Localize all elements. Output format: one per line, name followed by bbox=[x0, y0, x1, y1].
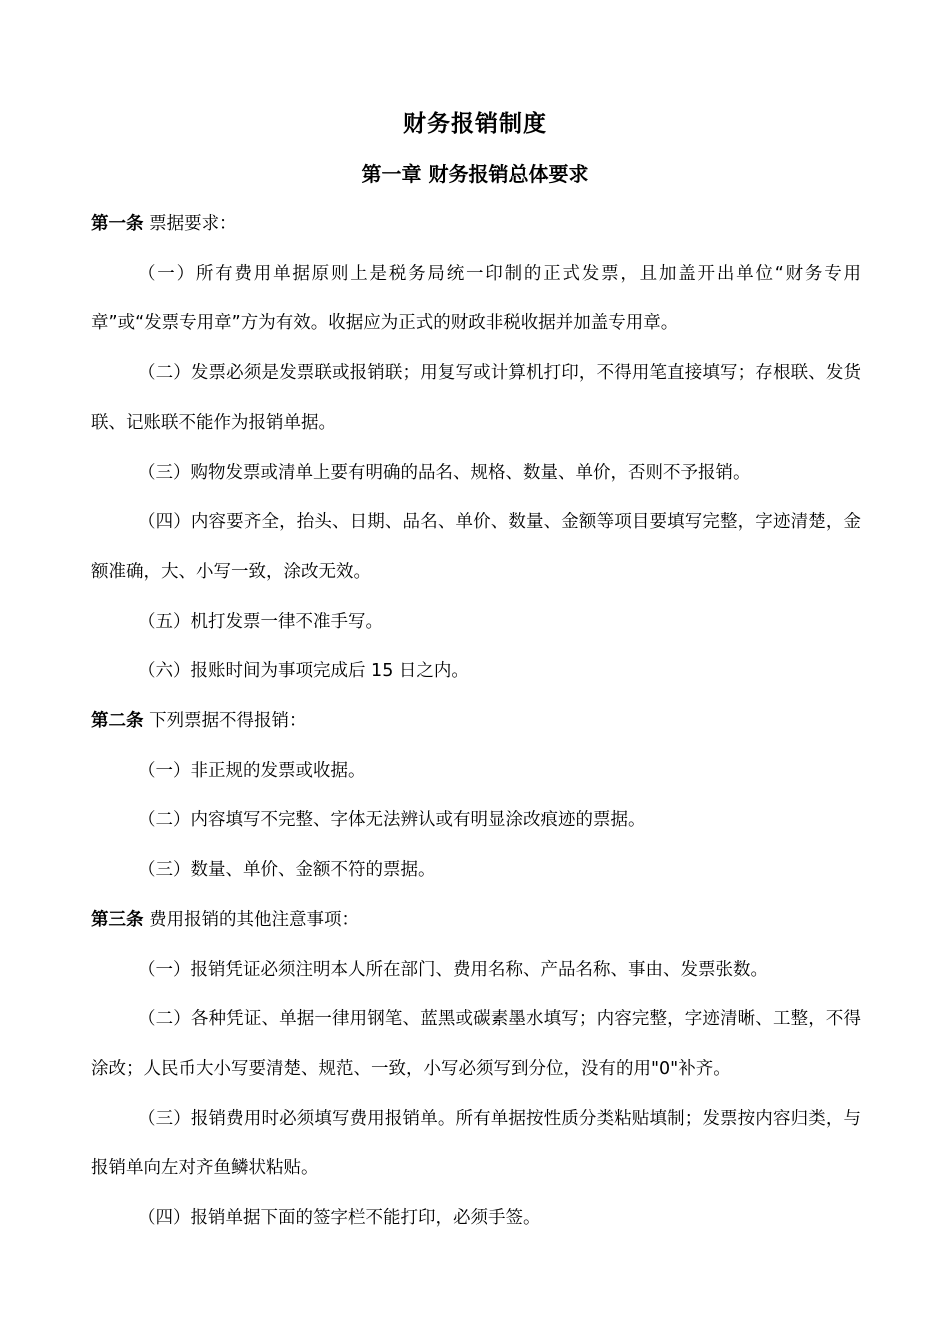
article-number: 第一条 bbox=[91, 214, 144, 234]
article-heading: 票据要求： bbox=[143, 214, 237, 234]
article-1-item-6: （六）报账时间为事项完成后 15 日之内。 bbox=[138, 661, 469, 682]
article-heading: 费用报销的其他注意事项： bbox=[143, 909, 360, 930]
article-1-item-3: （三）购物发票或清单上要有明确的品名、规格、数量、单价，否则不予报销。 bbox=[138, 462, 751, 483]
article-1 bbox=[91, 200, 861, 250]
article-number: 第三条 bbox=[91, 909, 144, 930]
chapter-title: 第一章 财务报销总体要求 bbox=[361, 162, 589, 186]
article-2-item-1: （一）非正规的发票或收据。 bbox=[138, 760, 366, 781]
article-1-item-4: （四）内容要齐全，抬头、日期、品名、单价、数量、金额等项目要填写完整，字迹清楚，金额准确，大、小写一致，涂改无效。 bbox=[91, 512, 861, 582]
article-3-item-4: （四）报销单据下面的签字栏不能打印，必须手签。 bbox=[138, 1208, 541, 1229]
article-3-item-3: （三）报销费用时必须填写费用报销单。所有单据按性质分类粘贴填制；发票按内容归类，与报销单向左对齐鱼鳞状粘贴。 bbox=[91, 1108, 861, 1179]
article-1-item-2: （二）发票必须是发票联或报销联；用复写或计算机打印，不得用笔直接填写；存根联、发货联、记账联不能作为报销单据。 bbox=[91, 363, 861, 433]
article-2-item-3: （三）数量、单价、金额不符的票据。 bbox=[138, 860, 436, 881]
article-3 bbox=[91, 896, 861, 946]
article-number: 第二条 bbox=[91, 711, 144, 732]
article-1-item-1: （一）所有费用单据原则上是税务局统一印制的正式发票，且加盖开出单位“财务专用章”或“发票专用章”方为有效。收据应为正式的财政非税收据并加盖专用章。 bbox=[91, 263, 861, 334]
article-2 bbox=[91, 697, 861, 747]
article-3-item-1: （一）报销凭证必须注明本人所在部门、费用名称、产品名称、事由、发票张数。 bbox=[138, 959, 768, 980]
document-title: 财务报销制度 bbox=[403, 110, 547, 137]
article-heading: 下列票据不得报销： bbox=[143, 711, 307, 732]
article-2-item-2: （二）内容填写不完整、字体无法辨认或有明显涂改痕迹的票据。 bbox=[138, 810, 646, 831]
article-1-item-5: （五）机打发票一律不准手写。 bbox=[138, 611, 383, 632]
article-3-item-2: （二）各种凭证、单据一律用钢笔、蓝黑或碳素墨水填写；内容完整，字迹清晰、工整，不得涂改；人民币大小写要清楚、规范、一致，小写必须写到分位，没有的用"0"补齐。 bbox=[91, 1009, 861, 1079]
document-body bbox=[91, 200, 861, 1244]
